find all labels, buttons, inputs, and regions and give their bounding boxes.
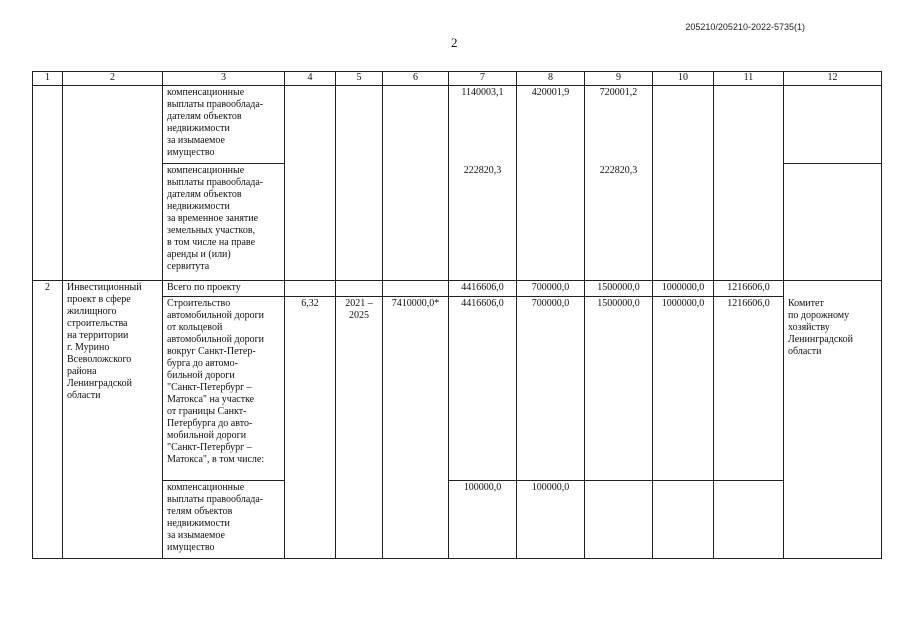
table-cell: 1000000,0 [653, 281, 714, 297]
header-cell: 8 [517, 72, 585, 86]
table-cell: Строительство автомобильной дороги от кольцевой автомобильной дороги вокруг Санкт-Петер- бурга до автомо- бильной дороги "Санкт-Петербург – Матокса" на участке от границы Санкт- Петербурга до авто- мобильной дороги "Санкт-Петербург – Матокса", в том числе: [163, 297, 285, 481]
table-cell [383, 281, 449, 297]
table-cell [784, 281, 882, 297]
table-cell: 4416606,0 [449, 281, 517, 297]
header-cell: 11 [714, 72, 784, 86]
table-cell [714, 86, 784, 164]
table-cell [714, 481, 784, 559]
table-cell: компенсационные выплаты правооблада- телям объектов недвижимости за изымаемое имущество [163, 481, 285, 559]
table-cell: 1216606,0 [714, 281, 784, 297]
data-table [32, 71, 882, 559]
table-cell: 222820,3 [585, 164, 653, 281]
table-row [33, 164, 882, 281]
header-cell: 2 [63, 72, 163, 86]
table-row [33, 281, 882, 297]
table-cell [285, 164, 336, 281]
header-cell: 6 [383, 72, 449, 86]
table-cell [63, 164, 163, 281]
header-cell: 9 [585, 72, 653, 86]
table-cell: компенсационные выплаты правооблада- дателям объектов недвижимости за временное занятие земельных участков, в том числе на праве аренды и (или) сервитута [163, 164, 285, 281]
table-cell [336, 86, 383, 164]
table-cell: 700000,0 [517, 281, 585, 297]
table-row [33, 86, 882, 164]
header-cell: 3 [163, 72, 285, 86]
table-cell: Инвестиционный проект в сфере жилищного строительства на территории г. Мурино Всеволожского района Ленинградской области [63, 281, 163, 559]
table-cell [653, 164, 714, 281]
table-cell: Всего по проекту [163, 281, 285, 297]
table-cell [63, 86, 163, 164]
table-cell [33, 86, 63, 164]
table-cell [383, 86, 449, 164]
table-cell [585, 481, 653, 559]
document-id: 205210/205210-2022-5735(1) [685, 22, 805, 32]
table-cell: 7410000,0* [383, 297, 449, 559]
table-cell [784, 164, 882, 281]
table-cell: 720001,2 [585, 86, 653, 164]
table-cell: 420001,9 [517, 86, 585, 164]
table-cell [285, 281, 336, 297]
table-cell: Комитет по дорожному хозяйству Ленинградской области [784, 297, 882, 559]
table-cell: 1500000,0 [585, 297, 653, 481]
table-cell: компенсационные выплаты правооблада- дателям объектов недвижимости за изымаемое имущество [163, 86, 285, 164]
table-cell [285, 86, 336, 164]
table-cell: 222820,3 [449, 164, 517, 281]
table-cell: 4416606,0 [449, 297, 517, 481]
table-cell [784, 86, 882, 164]
header-cell: 10 [653, 72, 714, 86]
table-cell: 6,32 [285, 297, 336, 559]
header-cell: 1 [33, 72, 63, 86]
table-cell: 1500000,0 [585, 281, 653, 297]
table-cell [336, 281, 383, 297]
table-cell [653, 481, 714, 559]
table-cell: 700000,0 [517, 297, 585, 481]
table-cell [714, 164, 784, 281]
table-cell [336, 164, 383, 281]
header-cell: 4 [285, 72, 336, 86]
table-cell: 1140003,1 [449, 86, 517, 164]
table-cell: 100000,0 [517, 481, 585, 559]
table-cell: 1216606,0 [714, 297, 784, 481]
table-cell: 2 [33, 281, 63, 559]
table-cell [517, 164, 585, 281]
header-cell: 7 [449, 72, 517, 86]
table-cell [653, 86, 714, 164]
header-cell: 12 [784, 72, 882, 86]
page-number: 2 [451, 35, 458, 50]
table-cell: 1000000,0 [653, 297, 714, 481]
header-cell: 5 [336, 72, 383, 86]
header-row [33, 72, 882, 86]
table-cell [383, 164, 449, 281]
table-cell: 2021 – 2025 [336, 297, 383, 559]
table-cell: 100000,0 [449, 481, 517, 559]
table-cell [33, 164, 63, 281]
